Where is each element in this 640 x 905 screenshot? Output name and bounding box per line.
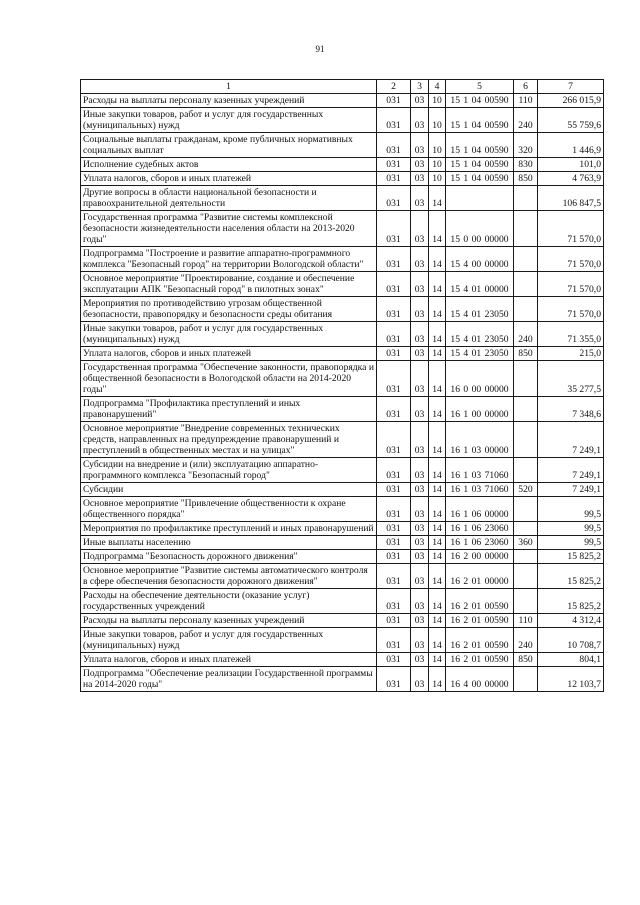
- expense-name-cell: Иные закупки товаров, работ и услуг для государственных (муниципальных) нужд: [81, 628, 377, 653]
- section-code-cell: 03: [411, 272, 429, 297]
- section-code-cell: 03: [411, 614, 429, 628]
- expense-name-cell: Расходы на выплаты персоналу казенных учреждений: [81, 614, 377, 628]
- subsection-code-cell: 14: [429, 497, 446, 522]
- target-article-cell: 16 2 01 00590: [446, 653, 514, 667]
- expense-type-cell: [514, 247, 538, 272]
- expense-type-cell: 320: [514, 133, 538, 158]
- amount-cell: 12 103,7: [538, 667, 604, 692]
- amount-cell: 4 763,9: [538, 172, 604, 186]
- expense-type-cell: [514, 458, 538, 483]
- section-code-cell: 03: [411, 322, 429, 347]
- section-code-cell: 03: [411, 483, 429, 497]
- ministry-code-cell: 031: [377, 564, 411, 589]
- expense-type-cell: [514, 550, 538, 564]
- subsection-code-cell: 14: [429, 397, 446, 422]
- target-article-cell: 16 2 00 00000: [446, 550, 514, 564]
- target-article-cell: 15 4 01 23050: [446, 347, 514, 361]
- expense-name-cell: Другие вопросы в области национальной безопасности и правоохранительной деятельности: [81, 186, 377, 211]
- budget-table: [80, 79, 604, 692]
- target-article-cell: 15 4 01 23050: [446, 322, 514, 347]
- expense-type-cell: [514, 186, 538, 211]
- expense-type-cell: [514, 272, 538, 297]
- expense-type-cell: 520: [514, 483, 538, 497]
- target-article-cell: 16 1 00 00000: [446, 397, 514, 422]
- subsection-code-cell: 14: [429, 536, 446, 550]
- subsection-code-cell: 14: [429, 422, 446, 458]
- table-row: [81, 322, 604, 347]
- target-article-cell: 16 4 00 00000: [446, 667, 514, 692]
- ministry-code-cell: 031: [377, 614, 411, 628]
- expense-type-cell: 830: [514, 158, 538, 172]
- ministry-code-cell: 031: [377, 94, 411, 108]
- target-article-cell: 16 1 06 00000: [446, 497, 514, 522]
- table-row: [81, 186, 604, 211]
- subsection-code-cell: 14: [429, 483, 446, 497]
- expense-name-cell: Социальные выплаты гражданам, кроме публичных нормативных социальных выплат: [81, 133, 377, 158]
- subsection-code-cell: 14: [429, 589, 446, 614]
- amount-cell: 99,5: [538, 522, 604, 536]
- section-code-cell: 03: [411, 422, 429, 458]
- expense-type-cell: [514, 667, 538, 692]
- table-row: [81, 347, 604, 361]
- amount-cell: 266 015,9: [538, 94, 604, 108]
- subsection-code-cell: 10: [429, 94, 446, 108]
- target-article-cell: 16 1 06 23060: [446, 522, 514, 536]
- section-code-cell: 03: [411, 172, 429, 186]
- expense-name-cell: Расходы на обеспечение деятельности (оказание услуг) государственных учреждений: [81, 589, 377, 614]
- ministry-code-cell: 031: [377, 247, 411, 272]
- expense-name-cell: Мероприятия по противодействию угрозам общественной безопасности, правопорядку и безопасности среды обитания: [81, 297, 377, 322]
- expense-type-cell: [514, 361, 538, 397]
- subsection-code-cell: 14: [429, 564, 446, 589]
- expense-type-cell: 240: [514, 108, 538, 133]
- section-code-cell: 03: [411, 497, 429, 522]
- section-code-cell: 03: [411, 361, 429, 397]
- table-row: [81, 628, 604, 653]
- section-code-cell: 03: [411, 297, 429, 322]
- ministry-code-cell: 031: [377, 272, 411, 297]
- header-cell: 4: [429, 80, 446, 94]
- expense-name-cell: Основное мероприятие "Проектирование, создание и обеспечение эксплуатации АПК "Безопасный город" в пилотных зонах": [81, 272, 377, 297]
- expense-name-cell: Государственная программа "Обеспечение законности, правопорядка и общественной безопасности в Вологодской области на 2014-2020 годы": [81, 361, 377, 397]
- subsection-code-cell: 14: [429, 550, 446, 564]
- expense-name-cell: Государственная программа "Развитие системы комплексной безопасности жизнедеятельности населения области на 2013-2020 годы": [81, 211, 377, 247]
- subsection-code-cell: 14: [429, 614, 446, 628]
- expense-name-cell: Исполнение судебных актов: [81, 158, 377, 172]
- ministry-code-cell: 031: [377, 347, 411, 361]
- amount-cell: 15 825,2: [538, 550, 604, 564]
- section-code-cell: 03: [411, 522, 429, 536]
- amount-cell: 7 249,1: [538, 458, 604, 483]
- expense-type-cell: 850: [514, 172, 538, 186]
- target-article-cell: 16 1 06 23060: [446, 536, 514, 550]
- expense-type-cell: [514, 589, 538, 614]
- header-cell: 6: [514, 80, 538, 94]
- expense-name-cell: Субсидии на внедрение и (или) эксплуатацию аппаратно-программного комплекса "Безопасный город": [81, 458, 377, 483]
- ministry-code-cell: 031: [377, 186, 411, 211]
- subsection-code-cell: 10: [429, 158, 446, 172]
- section-code-cell: 03: [411, 667, 429, 692]
- ministry-code-cell: 031: [377, 589, 411, 614]
- expense-name-cell: Основное мероприятие "Развитие системы автоматического контроля в сфере обеспечения безопасности дорожного движения": [81, 564, 377, 589]
- amount-cell: 71 570,0: [538, 272, 604, 297]
- expense-name-cell: Субсидии: [81, 483, 377, 497]
- section-code-cell: 03: [411, 397, 429, 422]
- amount-cell: 10 708,7: [538, 628, 604, 653]
- section-code-cell: 03: [411, 158, 429, 172]
- table-row: [81, 133, 604, 158]
- ministry-code-cell: 031: [377, 497, 411, 522]
- expense-name-cell: Подпрограмма "Безопасность дорожного движения": [81, 550, 377, 564]
- table-row: [81, 497, 604, 522]
- target-article-cell: 15 4 01 00000: [446, 272, 514, 297]
- target-article-cell: 16 0 00 00000: [446, 361, 514, 397]
- ministry-code-cell: 031: [377, 397, 411, 422]
- target-article-cell: 16 2 01 00000: [446, 564, 514, 589]
- section-code-cell: 03: [411, 458, 429, 483]
- ministry-code-cell: 031: [377, 550, 411, 564]
- ministry-code-cell: 031: [377, 297, 411, 322]
- table-row: [81, 522, 604, 536]
- expense-type-cell: [514, 397, 538, 422]
- table-row: [81, 397, 604, 422]
- header-cell: 1: [81, 80, 377, 94]
- table-header-row: [81, 80, 604, 94]
- table-row: [81, 458, 604, 483]
- ministry-code-cell: 031: [377, 667, 411, 692]
- table-row: [81, 614, 604, 628]
- expense-type-cell: [514, 422, 538, 458]
- target-article-cell: 15 1 04 00590: [446, 108, 514, 133]
- subsection-code-cell: 14: [429, 272, 446, 297]
- ministry-code-cell: 031: [377, 458, 411, 483]
- target-article-cell: 15 1 04 00590: [446, 133, 514, 158]
- table-row: [81, 483, 604, 497]
- expense-type-cell: 850: [514, 653, 538, 667]
- header-cell: 7: [538, 80, 604, 94]
- expense-name-cell: Подпрограмма "Построение и развитие аппаратно-программного комплекса "Безопасный город" на территории Вологодской области": [81, 247, 377, 272]
- header-cell: 3: [411, 80, 429, 94]
- section-code-cell: 03: [411, 133, 429, 158]
- subsection-code-cell: 14: [429, 247, 446, 272]
- amount-cell: 15 825,2: [538, 589, 604, 614]
- expense-type-cell: [514, 564, 538, 589]
- amount-cell: 215,0: [538, 347, 604, 361]
- table-row: [81, 536, 604, 550]
- table-row: [81, 272, 604, 297]
- expense-name-cell: Иные выплаты населению: [81, 536, 377, 550]
- subsection-code-cell: 10: [429, 108, 446, 133]
- table-row: [81, 550, 604, 564]
- amount-cell: 106 847,5: [538, 186, 604, 211]
- table-row: [81, 667, 604, 692]
- section-code-cell: 03: [411, 589, 429, 614]
- subsection-code-cell: 14: [429, 628, 446, 653]
- table-row: [81, 297, 604, 322]
- expense-type-cell: 110: [514, 94, 538, 108]
- target-article-cell: 15 4 00 00000: [446, 247, 514, 272]
- amount-cell: 7 249,1: [538, 422, 604, 458]
- expense-type-cell: [514, 211, 538, 247]
- amount-cell: 71 570,0: [538, 211, 604, 247]
- target-article-cell: 16 2 01 00590: [446, 628, 514, 653]
- subsection-code-cell: 14: [429, 667, 446, 692]
- ministry-code-cell: 031: [377, 361, 411, 397]
- subsection-code-cell: 14: [429, 322, 446, 347]
- expense-name-cell: Иные закупки товаров, работ и услуг для государственных (муниципальных) нужд: [81, 108, 377, 133]
- ministry-code-cell: 031: [377, 483, 411, 497]
- section-code-cell: 03: [411, 108, 429, 133]
- target-article-cell: 16 2 01 00590: [446, 614, 514, 628]
- page-number: 91: [315, 44, 325, 54]
- ministry-code-cell: 031: [377, 522, 411, 536]
- expense-name-cell: Уплата налогов, сборов и иных платежей: [81, 653, 377, 667]
- section-code-cell: 03: [411, 186, 429, 211]
- target-article-cell: 15 1 04 00590: [446, 94, 514, 108]
- amount-cell: 4 312,4: [538, 614, 604, 628]
- ministry-code-cell: 031: [377, 628, 411, 653]
- section-code-cell: 03: [411, 564, 429, 589]
- expense-type-cell: 240: [514, 628, 538, 653]
- target-article-cell: [446, 186, 514, 211]
- subsection-code-cell: 10: [429, 172, 446, 186]
- ministry-code-cell: 031: [377, 108, 411, 133]
- amount-cell: 99,5: [538, 497, 604, 522]
- section-code-cell: 03: [411, 247, 429, 272]
- expense-name-cell: Основное мероприятие "Внедрение современных технических средств, направленных на предупреждение правонарушений и преступлений в общественных местах и на улицах": [81, 422, 377, 458]
- expense-type-cell: [514, 497, 538, 522]
- ministry-code-cell: 031: [377, 653, 411, 667]
- target-article-cell: 16 2 01 00590: [446, 589, 514, 614]
- table-row: [81, 589, 604, 614]
- amount-cell: 1 446,9: [538, 133, 604, 158]
- section-code-cell: 03: [411, 628, 429, 653]
- ministry-code-cell: 031: [377, 211, 411, 247]
- amount-cell: 7 249,1: [538, 483, 604, 497]
- subsection-code-cell: 14: [429, 347, 446, 361]
- amount-cell: 15 825,2: [538, 564, 604, 589]
- header-cell: 5: [446, 80, 514, 94]
- section-code-cell: 03: [411, 536, 429, 550]
- subsection-code-cell: 14: [429, 458, 446, 483]
- ministry-code-cell: 031: [377, 422, 411, 458]
- target-article-cell: 15 4 01 23050: [446, 297, 514, 322]
- table-row: [81, 361, 604, 397]
- section-code-cell: 03: [411, 94, 429, 108]
- table-row: [81, 211, 604, 247]
- subsection-code-cell: 14: [429, 297, 446, 322]
- header-cell: 2: [377, 80, 411, 94]
- amount-cell: 7 348,6: [538, 397, 604, 422]
- section-code-cell: 03: [411, 211, 429, 247]
- amount-cell: 71 355,0: [538, 322, 604, 347]
- amount-cell: 101,0: [538, 158, 604, 172]
- target-article-cell: 15 1 04 00590: [446, 158, 514, 172]
- ministry-code-cell: 031: [377, 536, 411, 550]
- expense-name-cell: Расходы на выплаты персоналу казенных учреждений: [81, 94, 377, 108]
- subsection-code-cell: 10: [429, 133, 446, 158]
- target-article-cell: 15 1 04 00590: [446, 172, 514, 186]
- section-code-cell: 03: [411, 653, 429, 667]
- target-article-cell: 16 1 03 00000: [446, 422, 514, 458]
- expense-name-cell: Уплата налогов, сборов и иных платежей: [81, 172, 377, 186]
- expense-name-cell: Уплата налогов, сборов и иных платежей: [81, 347, 377, 361]
- subsection-code-cell: 14: [429, 361, 446, 397]
- expense-name-cell: Подпрограмма "Обеспечение реализации Государственной программы на 2014-2020 годы": [81, 667, 377, 692]
- amount-cell: 55 759,6: [538, 108, 604, 133]
- ministry-code-cell: 031: [377, 172, 411, 186]
- ministry-code-cell: 031: [377, 322, 411, 347]
- table-row: [81, 564, 604, 589]
- table-row: [81, 172, 604, 186]
- expense-type-cell: 240: [514, 322, 538, 347]
- expense-type-cell: 110: [514, 614, 538, 628]
- subsection-code-cell: 14: [429, 653, 446, 667]
- target-article-cell: 16 1 03 71060: [446, 483, 514, 497]
- section-code-cell: 03: [411, 347, 429, 361]
- ministry-code-cell: 031: [377, 133, 411, 158]
- section-code-cell: 03: [411, 550, 429, 564]
- ministry-code-cell: 031: [377, 158, 411, 172]
- table-row: [81, 247, 604, 272]
- expense-name-cell: Мероприятия по профилактике преступлений и иных правонарушений: [81, 522, 377, 536]
- amount-cell: 804,1: [538, 653, 604, 667]
- table-row: [81, 158, 604, 172]
- amount-cell: 35 277,5: [538, 361, 604, 397]
- expense-name-cell: Иные закупки товаров, работ и услуг для государственных (муниципальных) нужд: [81, 322, 377, 347]
- table-row: [81, 94, 604, 108]
- target-article-cell: 15 0 00 00000: [446, 211, 514, 247]
- expense-type-cell: [514, 522, 538, 536]
- table-row: [81, 653, 604, 667]
- table-row: [81, 422, 604, 458]
- subsection-code-cell: 14: [429, 186, 446, 211]
- target-article-cell: 16 1 03 71060: [446, 458, 514, 483]
- expense-name-cell: Основное мероприятие "Привлечение общественности к охране общественного порядка": [81, 497, 377, 522]
- expense-type-cell: 360: [514, 536, 538, 550]
- expense-name-cell: Подпрограмма "Профилактика преступлений и иных правонарушений": [81, 397, 377, 422]
- expense-type-cell: 850: [514, 347, 538, 361]
- expense-type-cell: [514, 297, 538, 322]
- subsection-code-cell: 14: [429, 522, 446, 536]
- subsection-code-cell: 14: [429, 211, 446, 247]
- table-row: [81, 108, 604, 133]
- amount-cell: 71 570,0: [538, 247, 604, 272]
- amount-cell: 99,5: [538, 536, 604, 550]
- amount-cell: 71 570,0: [538, 297, 604, 322]
